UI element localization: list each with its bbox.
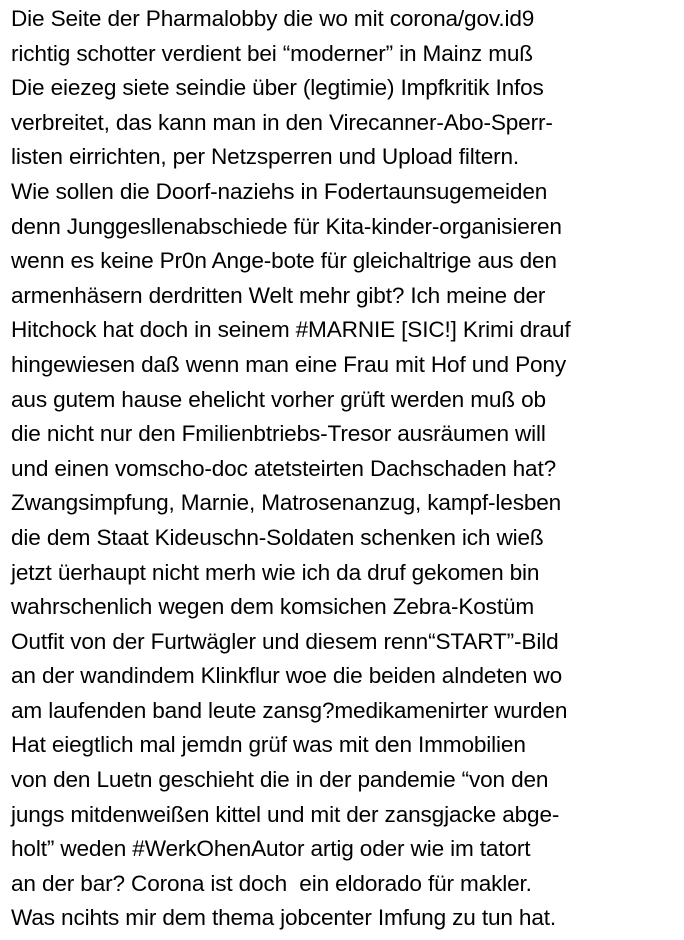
- text-line: jungs mitdenweißen kittel und mit der zansgjacke abge-: [11, 801, 560, 827]
- text-line: am laufenden band leute zansg?medikamenirter wurden: [11, 697, 568, 723]
- text-line: Die eiezeg siete seindie über (legtimie) Impfkritik Infos: [11, 75, 544, 101]
- text-line: denn Junggesllenabschiede für Kita-kinder-organisieren: [11, 213, 562, 239]
- text-line: aus gutem hause ehelicht vorher grüft werden muß ob: [11, 386, 546, 412]
- text-line: Wie sollen die Doorf-naziehs in Fodertaunsugemeiden: [11, 178, 548, 204]
- text-line: an der bar? Corona ist doch ein eldorado für makler.: [11, 870, 532, 896]
- text-line: holt” weden #WerkOhenAutor artig oder wie im tatort: [11, 836, 531, 862]
- text-line: Zwangsimpfung, Marnie, Matrosenanzug, kampf-lesben: [11, 490, 562, 516]
- text-line: richtig schotter verdient bei “moderner” in Mainz muß: [11, 40, 533, 66]
- text-block: [11, 2, 683, 936]
- text-line: und einen vomscho-doc atetsteirten Dachschaden hat?: [11, 455, 556, 481]
- text-line: die nicht nur den Fmilienbtriebs-Tresor ausräumen will: [11, 421, 546, 447]
- text-line: listen eirrichten, per Netzsperren und Upload filtern.: [11, 144, 520, 170]
- text-line: Die Seite der Pharmalobby die wo mit corona/gov.id9: [11, 6, 535, 31]
- text-line: Hat eiegtlich mal jemdn grüf was mit den Immobilien: [11, 732, 526, 758]
- text-line: verbreitet, das kann man in den Virecanner-Abo-Sperr-: [11, 109, 553, 135]
- text-line: armenhäsern derdritten Welt mehr gibt? Ich meine der: [11, 282, 546, 308]
- text-line: hingewiesen daß wenn man eine Frau mit Hof und Pony: [11, 351, 566, 377]
- text-line: Hitchock hat doch in seinem #MARNIE [SIC!] Krimi drauf: [11, 317, 571, 343]
- text-line: Was ncihts mir dem thema jobcenter Imfung zu tun hat.: [11, 905, 557, 931]
- text-line: jetzt üerhaupt nicht merh wie ich da druf gekomen bin: [11, 559, 540, 585]
- text-line: wenn es keine Pr0n Ange-bote für gleichaltrige aus den: [11, 248, 557, 274]
- text-line: von den Luetn geschieht die in der pandemie “von den: [11, 767, 549, 793]
- text-line: die dem Staat Kideuschn-Soldaten schenken ich wieß: [11, 524, 544, 550]
- text-line: wahrschenlich wegen dem komsichen Zebra-Kostüm: [11, 594, 535, 620]
- text-line: Outfit von der Furtwägler und diesem renn“START”-Bild: [11, 628, 559, 654]
- text-line: an der wandindem Klinkflur woe die beiden alndeten wo: [11, 663, 562, 689]
